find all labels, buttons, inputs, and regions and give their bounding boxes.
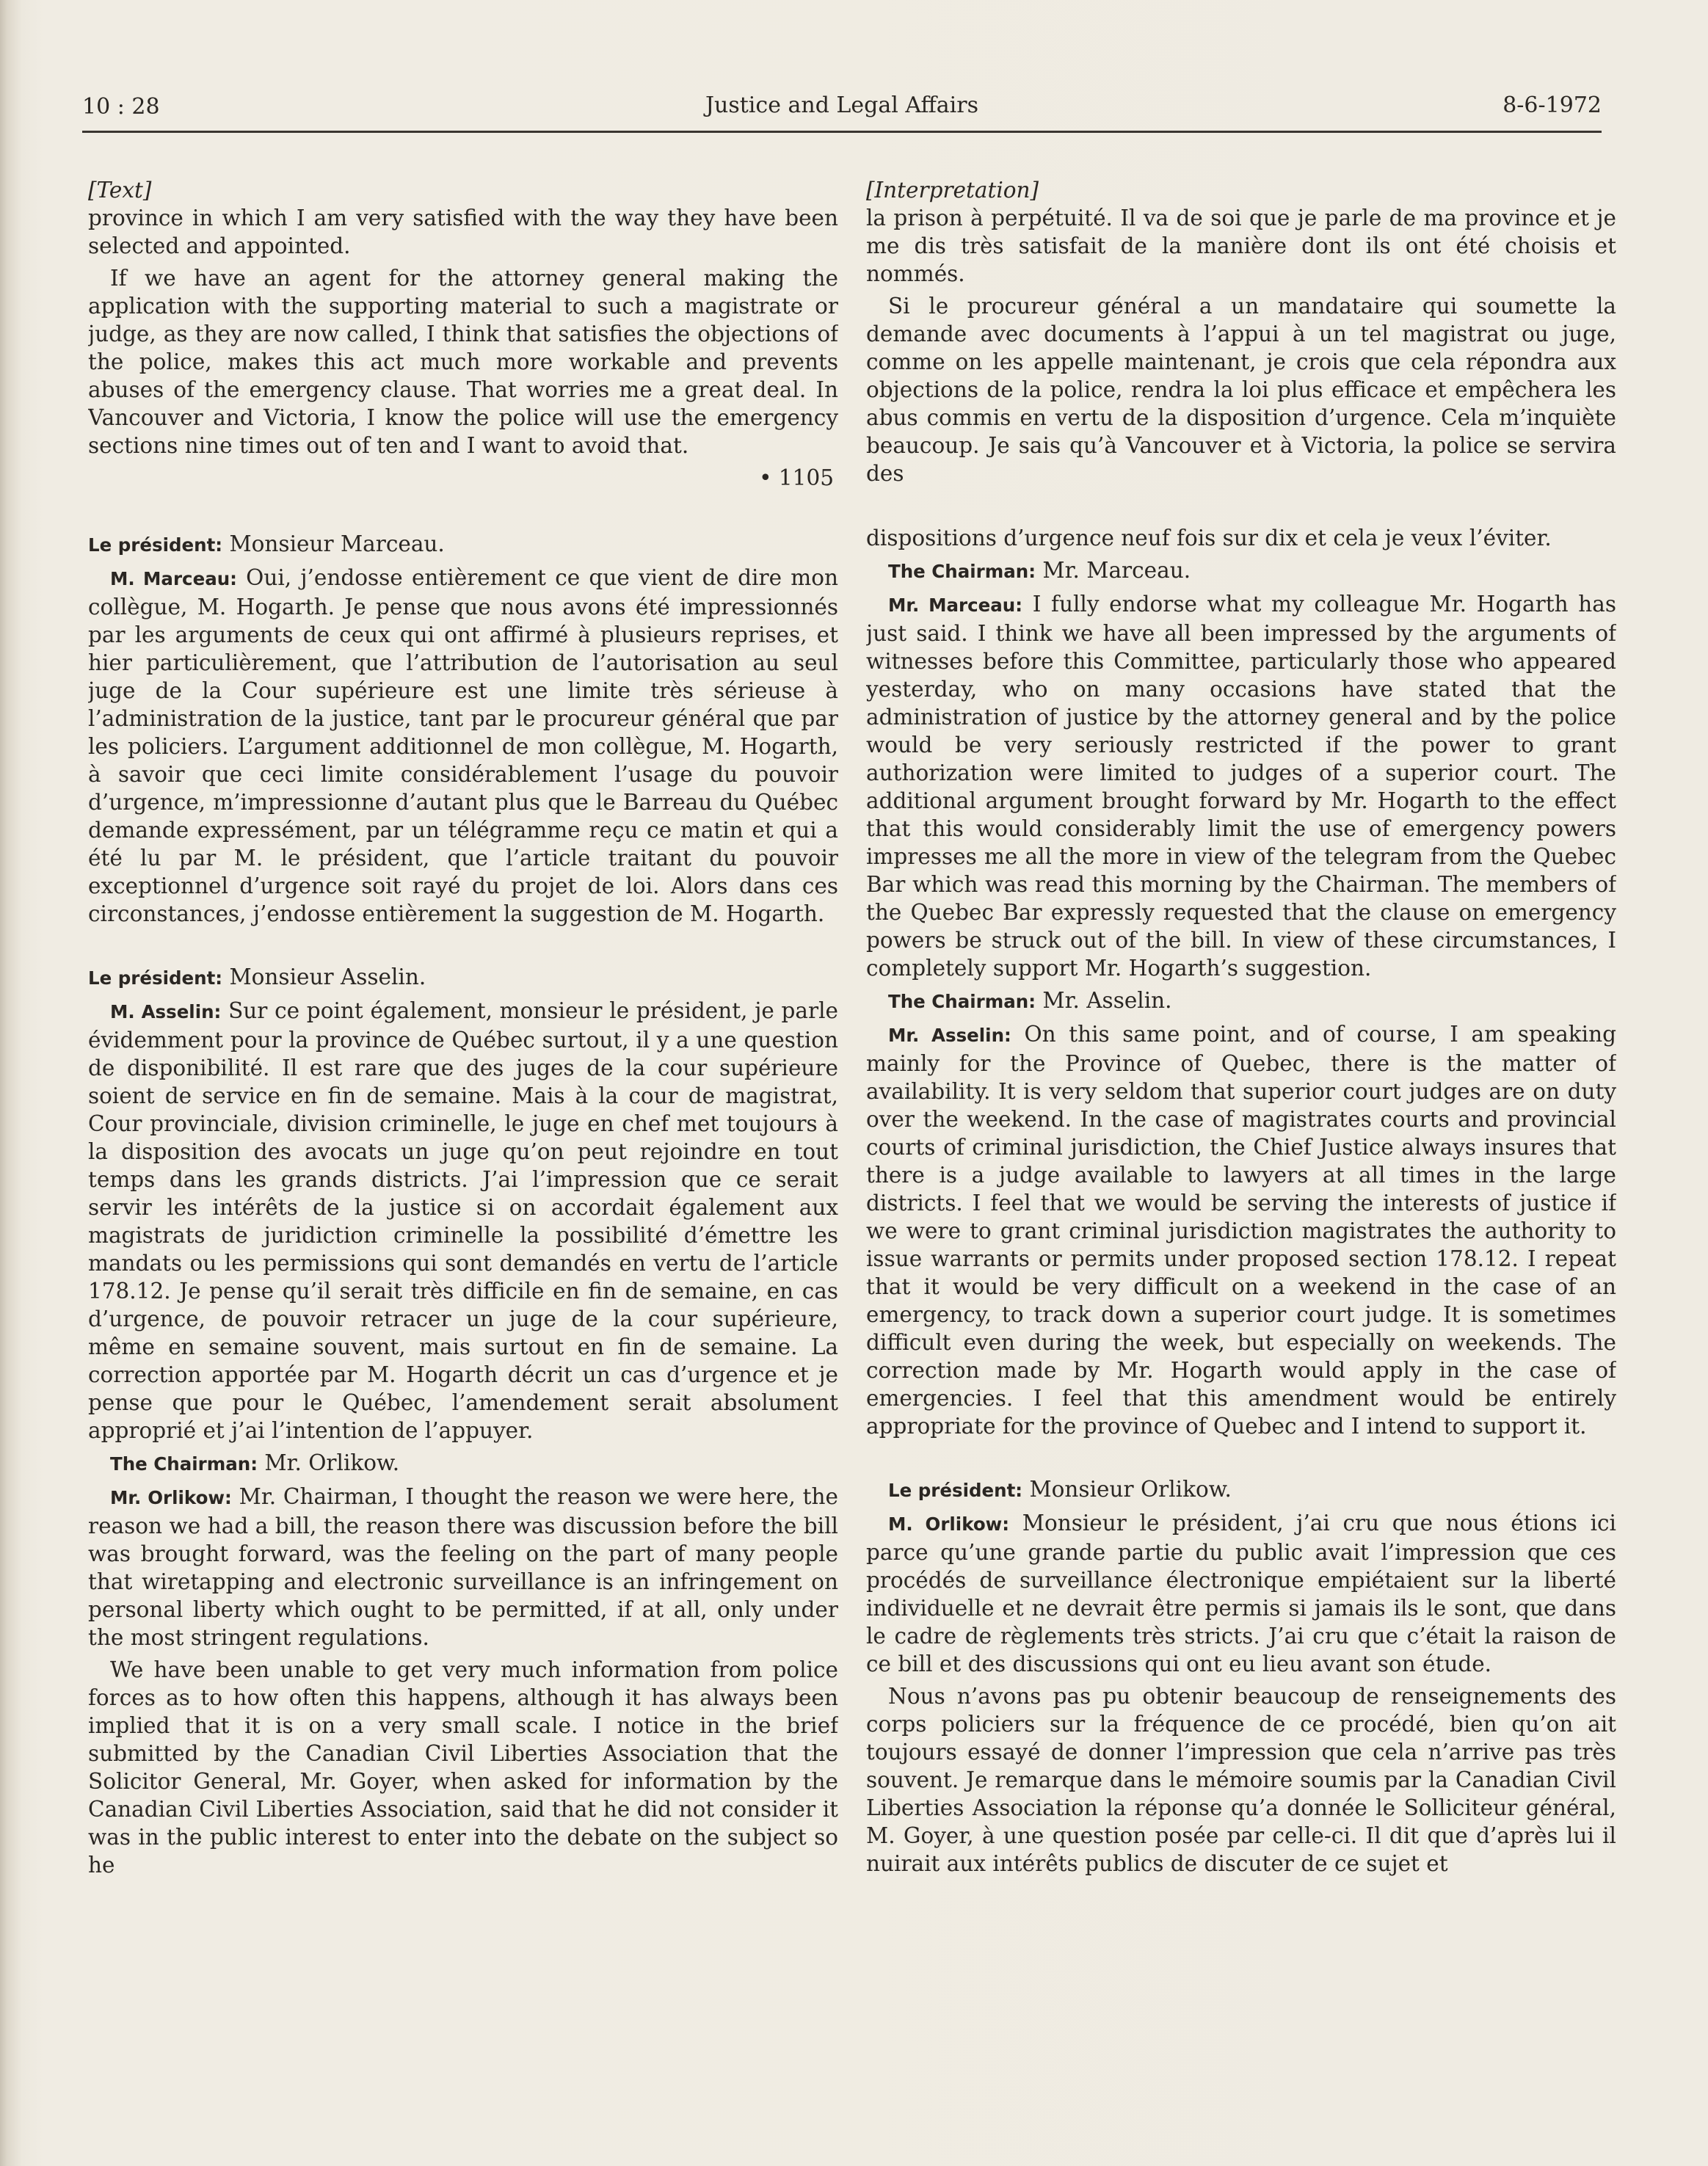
speaker-label: M. Marceau: <box>110 568 237 589</box>
paragraph: We have been unable to get very much information from police forces as to how often this happens, although it has always been implied that it is on a very small scale. I notice in the brief submitted by the Canadian Civil Liberties Association that the Solicitor General, Mr. Goyer, when asked for information by the Canadian Civil Liberties Association, said that he did not consider it was in the public interest to enter into the debate on the subject so he <box>88 1657 838 1878</box>
paragraph: Nous n’avons pas pu obtenir beaucoup de renseignements des corps policiers sur la fréquence de ce procédé, bien qu’on ait toujours essayé de donner l’impression que cela n’arrive pas très souvent. Je remarque dans le mémoire soumis par la Canadian Civil Liberties Association la réponse qu’a donnée le Solliciteur général, M. Goyer, à une question posée par celle-ci. Il dit que d’après lui il nuirait aux intérêts publics de discuter de ce sujet et <box>866 1684 1616 1876</box>
interpretation-tag: [Interpretation] <box>866 178 1039 203</box>
speaker-label: Le président: <box>88 534 223 556</box>
paragraph: dispositions d’urgence neuf fois sur dix et cela je veux l’éviter. <box>866 526 1552 550</box>
speaker-label: Le président: <box>88 967 223 989</box>
speech-text: Sur ce point également, monsieur le président, je parle évidemment pour la province de Québec surtout, il y a une question de disponibilité. Il est rare que des juges de la cour supérieure soient de service en fin de semaine. Mais à la cour de magistrat, Cour provinciale, division criminelle, le juge en chef met toujours à la disposition des avocats un juge qu’on peut rejoindre en tout temps dans les grands districts. J’ai l’impression que ce serait servir les intérêts de la justice si on accordait également aux magistrats de juridiction criminelle la possibilité d’émettre les mandats ou les permissions qui sont demandés en vertu de l’article 178.12. Je pense qu’il serait très difficile en fin de semaine, en cas d’urgence, de pouvoir retracer un juge de la cour supérieure, même en semaine souvent, mais surtout en fin de semaine. La correction apportée par M. Hogarth décrit un cas d’urgence et je pense que pour le Québec, l’amendement serait absolument approprié et j’ai l’intention de l’appuyer. <box>88 998 838 1443</box>
left-column <box>88 176 838 2114</box>
speech-asselin <box>88 997 838 1444</box>
paragraph: Si le procureur général a un mandataire qui soumette la demande avec documents à l’appui à un tel magistrat ou juge, comme on les appelle maintenant, je crois que cela répondra aux objections de la police, rendra la loi plus efficace et empêchera les abus commis en vertu de la disposition d’urgence. Cela m’inquiète beaucoup. Je sais qu’à Vancouver et à Victoria, la police se servira des <box>866 294 1616 486</box>
speech-chair-marceau <box>88 530 838 559</box>
speaker-label: The Chairman: <box>888 991 1036 1012</box>
speech-text: Mr. Marceau. <box>1036 558 1191 583</box>
page-header <box>82 87 1602 133</box>
page-number: 10 : 28 <box>82 94 160 120</box>
speech-orlikow <box>866 1509 1616 1678</box>
paragraph: If we have an agent for the attorney general making the application with the supporting material to such a magistrate or judge, as they are now called, I think that satisfies the objections of the police, makes this act much more workable and prevents abuses of the emergency clause. That worries me a great deal. In Vancouver and Victoria, I know the police will use the emergency sections nine times out of ten and I want to avoid that. <box>88 266 838 458</box>
paragraph: province in which I am very satisfied with the way they have been selected and appointed. <box>88 206 838 258</box>
speech-chair-orlikow <box>88 1449 838 1478</box>
speech-text: Monsieur Asselin. <box>222 964 426 989</box>
speech-text: On this same point, and of course, I am speaking mainly for the Province of Quebec, there is the matter of availability. It is very seldom that superior court judges are on duty over the weekend. In the case of magistrates courts and provincial courts of criminal jurisdiction, the Chief Justice always insures that there is a judge available to lawyers at all times in the large districts. I feel that we would be serving the interests of justice if we were to grant criminal jurisdiction magistrates the authority to issue warrants or permits under proposed section 178.12. I repeat that it would be very difficult on a weekend in the case of an emergency, to track down a superior court judge. It is sometimes difficult even during the week, but especially on weekends. The correction made by Mr. Hogarth would apply in the case of emergencies. I feel that this amendment would be entirely appropriate for the province of Quebec and I intend to support it. <box>866 1022 1616 1439</box>
paragraph: la prison à perpétuité. Il va de soi que je parle de ma province et je me dis très satisfait de la manière dont ils ont été choisis et nommés. <box>866 206 1616 286</box>
speaker-label: The Chairman: <box>888 561 1036 582</box>
speaker-label: M. Asselin: <box>110 1001 222 1022</box>
speech-text: Mr. Orlikow. <box>258 1450 400 1475</box>
speaker-label: Mr. Marceau: <box>888 595 1023 616</box>
running-title: Justice and Legal Affairs <box>705 92 978 118</box>
speech-text: Monsieur Orlikow. <box>1022 1477 1232 1502</box>
speaker-label: Mr. Orlikow: <box>110 1487 232 1508</box>
speaker-label: M. Orlikow: <box>888 1513 1010 1535</box>
speech-text: Mr. Asselin. <box>1036 988 1172 1013</box>
header-date: 8-6-1972 <box>1502 92 1602 118</box>
right-column <box>866 176 1616 2114</box>
speech-chair-asselin <box>866 986 1616 1016</box>
speech-chair-orlikow <box>866 1475 1616 1505</box>
speech-text: Monsieur le président, j’ai cru que nous étions ici parce qu’une grande partie du public avait l’impression que ces procédés de surveillance électronique empiétaient sur la liberté individuelle et ne devrait être permis si jamais ils le sont, que dans le cadre de règlements très stricts. J’ai cru que c’était la raison de ce bill et des discussions qui ont eu lieu avant son étude. <box>866 1511 1616 1676</box>
speaker-label: Le président: <box>888 1480 1023 1501</box>
text-tag: [Text] <box>88 178 152 203</box>
speech-asselin <box>866 1020 1616 1440</box>
speech-marceau <box>866 590 1616 982</box>
speech-text: I fully endorse what my colleague Mr. Hogarth has just said. I think we have all been impressed by the arguments of witnesses before this Committee, particularly those who appeared yesterday, who on many occasions have stated that the administration of justice by the attorney general and by the police would be very seriously restricted if the power to grant authorization were limited to judges of a superior court. The additional argument brought forward by Mr. Hogarth to the effect that this would considerably limit the use of emergency powers impresses me all the more in view of the telegram from the Quebec Bar which was read this morning by the Chairman. The members of the Quebec Bar expressly requested that the clause on emergency powers be struck out of the bill. In view of these circumstances, I completely support Mr. Hogarth’s suggestion. <box>866 592 1616 981</box>
speaker-label: Mr. Asselin: <box>888 1025 1011 1046</box>
speech-chair-asselin <box>88 963 838 992</box>
speech-orlikow <box>88 1483 838 1651</box>
speech-chair-marceau <box>866 556 1616 586</box>
speech-marceau <box>88 564 838 928</box>
speech-text: Oui, j’endosse entièrement ce que vient de dire mon collègue, M. Hogarth. Je pense que nous avons été impressionnés par les arguments de ceux qui ont affirmé à plusieurs reprises, et hier particulièrement, que l’attribution de l’autorisation au seul juge de la Cour supérieure est une limite très sérieuse à l’administration de la justice, tant par le procureur général que par les policiers. L’argument additionnel de mon collègue, M. Hogarth, à savoir que ceci limite considérablement l’usage du pouvoir d’urgence, m’impressionne d’autant plus que le Barreau du Québec demande expressément, par un télégramme reçu ce matin et qui a été lu par M. le président, que l’article traitant du pouvoir exceptionnel d’urgence soit rayé du projet de loi. Alors dans ces circonstances, j’endosse entièrement la suggestion de M. Hogarth. <box>88 565 838 926</box>
speaker-label: The Chairman: <box>110 1453 258 1475</box>
speech-text: Mr. Chairman, I thought the reason we were here, the reason we had a bill, the reason there was discussion before the bill was brought forward, was the feeling on the part of many people that wiretapping and electronic surveillance is an infringement on personal liberty which ought to be permitted, if at all, only under the most stringent regulations. <box>88 1484 838 1650</box>
speech-text: Monsieur Marceau. <box>222 531 445 556</box>
time-marker: • 1105 <box>759 465 834 490</box>
